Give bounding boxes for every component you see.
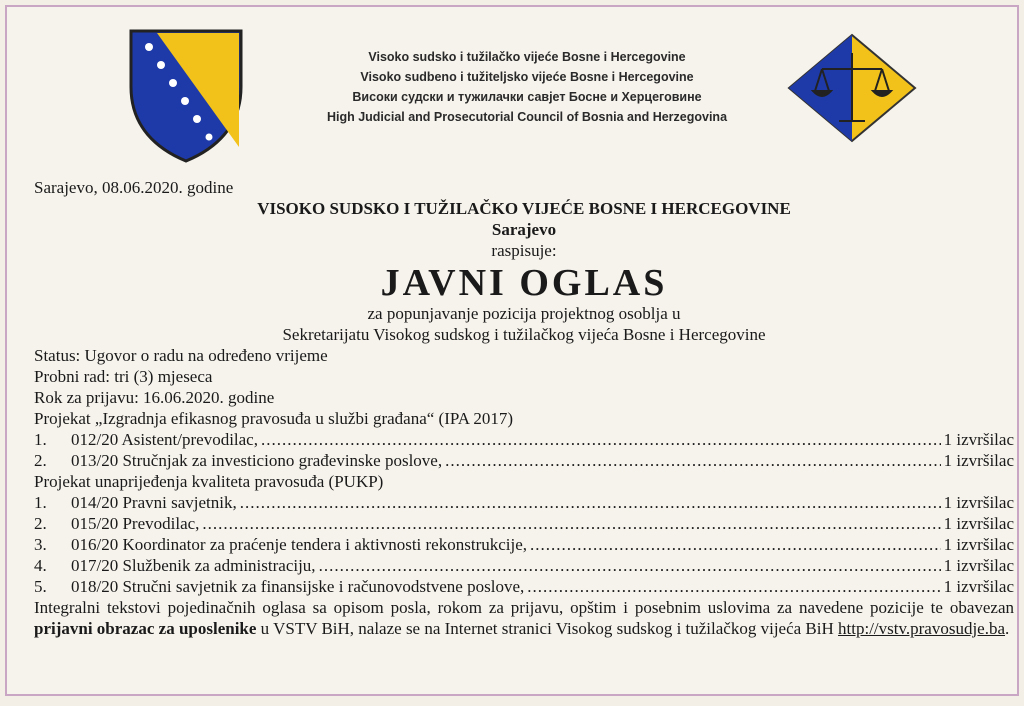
announces-label: raspisuje: <box>491 241 557 260</box>
scales-of-justice-icon <box>787 33 917 143</box>
dot-leader <box>530 534 941 555</box>
date-line: Sarajevo, 08.06.2020. godine <box>34 178 234 197</box>
position-row <box>34 555 1014 576</box>
position-number: 4. <box>34 556 47 575</box>
position-count: 1 izvršilac <box>943 577 1014 596</box>
institution-name-block <box>297 47 757 127</box>
institution-name-english: High Judicial and Prosecutorial Council of Bosnia and Herzegovina <box>326 110 728 124</box>
subtitle-line-1: za popunjavanje pozicija projektnog osoblja u <box>367 304 681 323</box>
position-label: 016/20 Koordinator za praćenje tendera i aktivnosti rekonstrukcije, <box>71 535 528 554</box>
position-label: 014/20 Pravni savjetnik, <box>71 493 237 512</box>
status-line: Status: Ugovor o radu na određeno vrijeme <box>34 346 328 365</box>
position-row <box>34 492 1014 513</box>
footer-text-2: u VSTV BiH, nalaze se na Internet stranici Visokog sudskog i tužilačkog vijeća BiH <box>256 619 839 638</box>
position-count: 1 izvršilac <box>943 514 1014 533</box>
position-row <box>34 450 1014 471</box>
dot-leader <box>445 450 941 471</box>
project-title: Projekat unaprijeđenja kvaliteta pravosuđa (PUKP) <box>34 472 384 491</box>
position-label: 015/20 Prevodilac, <box>71 514 200 533</box>
dot-leader <box>261 429 941 450</box>
letterhead <box>7 7 1017 177</box>
position-label: 013/20 Stručnjak za investiciono građevinske poslove, <box>71 451 443 470</box>
position-count: 1 izvršilac <box>943 451 1014 470</box>
position-row <box>34 534 1014 555</box>
position-label: 017/20 Službenik za administraciju, <box>71 556 316 575</box>
application-form-label: prijavni obrazac za uposlenike <box>34 619 257 638</box>
institution-name-serbian: Високи судски и тужилачки савјет Босне и Херцеговине <box>352 90 702 104</box>
position-number: 5. <box>34 577 47 596</box>
dot-leader <box>319 555 941 576</box>
dot-leader <box>527 576 940 597</box>
position-label: 018/20 Stručni savjetnik za finansijske i računovodstvene poslove, <box>71 577 525 596</box>
probation-line: Probni rad: tri (3) mjeseca <box>34 367 213 386</box>
position-number: 1. <box>34 493 47 512</box>
notice-page <box>5 5 1019 696</box>
footer-paragraph <box>34 597 1014 639</box>
website-link[interactable]: http://vstv.pravosudje.ba <box>838 619 1006 638</box>
dot-leader <box>240 492 941 513</box>
position-row <box>34 513 1014 534</box>
deadline-line: Rok za prijavu: 16.06.2020. godine <box>34 388 275 407</box>
position-label: 012/20 Asistent/prevodilac, <box>71 430 258 449</box>
position-count: 1 izvršilac <box>943 535 1014 554</box>
project-title: Projekat „Izgradnja efikasnog pravosuđa u službi građana“ (IPA 2017) <box>34 409 514 428</box>
footer-end: . <box>1005 619 1010 638</box>
position-row <box>34 576 1014 597</box>
institution-name-croatian: Visoko sudbeno i tužiteljsko vijeće Bosne i Hercegovine <box>360 70 694 84</box>
position-count: 1 izvršilac <box>943 430 1014 449</box>
dot-leader <box>202 513 940 534</box>
position-number: 3. <box>34 535 47 554</box>
page-title: JAVNI OGLAS <box>380 262 668 304</box>
issuer-city: Sarajevo <box>491 220 557 239</box>
position-number: 1. <box>34 430 47 449</box>
position-number: 2. <box>34 514 47 533</box>
footer-text-1: Integralni tekstovi pojedinačnih oglasa sa opisom posla, rokom za prijavu, opštim i posebnim uslovima za navedene pozicije te obavezan <box>34 598 1014 617</box>
issuer: VISOKO SUDSKO I TUŽILAČKO VIJEĆE BOSNE I HERCEGOVINE <box>257 199 791 218</box>
subtitle-line-2: Sekretarijatu Visokog sudskog i tužilačkog vijeća Bosne i Hercegovine <box>282 325 766 344</box>
notice-body <box>34 177 1014 639</box>
position-row <box>34 429 1014 450</box>
position-count: 1 izvršilac <box>943 556 1014 575</box>
bih-coat-of-arms-icon <box>127 27 245 163</box>
position-count: 1 izvršilac <box>943 493 1014 512</box>
institution-name-bosnian: Visoko sudsko i tužilačko vijeće Bosne i Hercegovine <box>368 50 686 64</box>
position-number: 2. <box>34 451 47 470</box>
